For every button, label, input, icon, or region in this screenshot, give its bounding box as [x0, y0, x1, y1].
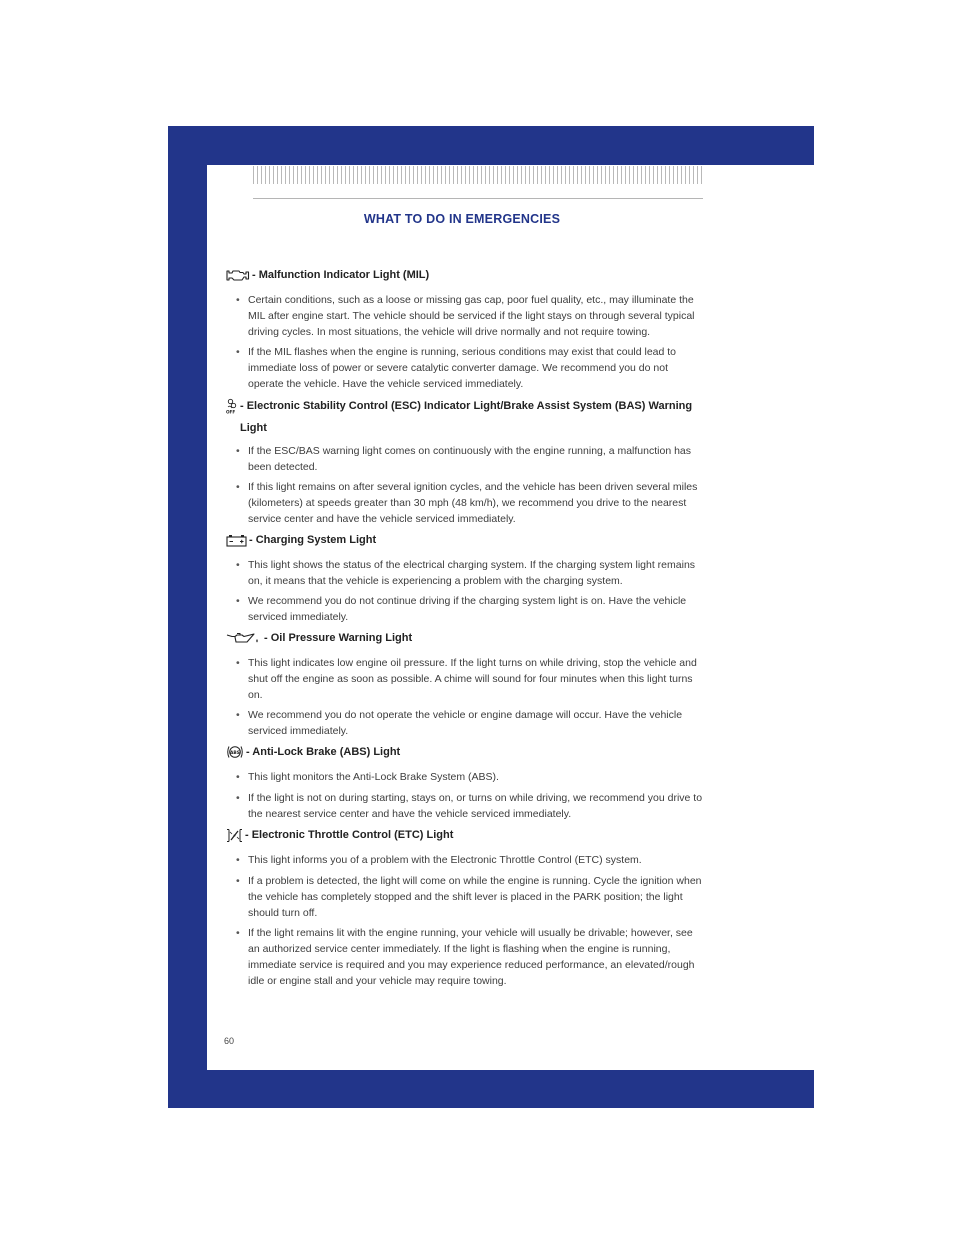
list-item: • We recommend you do not operate the vehicle or engine damage will occur. Have the vehicle serviced immediately. — [226, 707, 704, 739]
section-heading-text: - Electronic Throttle Control (ETC) Light — [245, 829, 454, 841]
section-heading-text: - Anti-Lock Brake (ABS) Light — [246, 746, 401, 758]
document-body — [226, 264, 704, 989]
list-item: • This light shows the status of the electrical charging system. If the charging system light remains on, it means that the vehicle is experiencing a problem with the charging system. — [226, 557, 704, 589]
section-heading — [226, 741, 704, 763]
list-item: • This light indicates low engine oil pressure. If the light turns on while driving, stop the vehicle and shut off the engine as soon as possible. A chime will sound for four minutes when this light turns on. — [226, 655, 704, 703]
list-item: • This light monitors the Anti-Lock Brake System (ABS). — [226, 769, 704, 785]
section-abs — [226, 741, 704, 822]
list-item: • If this light remains on after several ignition cycles, and the vehicle has been driven several miles (kilometers) at speeds greater than 30 mph (48 km/h), we recommend you drive to the nearest service center and have the vehicle serviced immediately. — [226, 479, 704, 527]
svg-text:OFF: OFF — [226, 409, 236, 414]
section-heading — [226, 824, 704, 846]
list-item: • We recommend you do not continue driving if the charging system light is on. Have the vehicle serviced immediately. — [226, 593, 704, 625]
list-item: • If a problem is detected, the light will come on while the engine is running. Cycle the ignition when the vehicle has completely stopped and the shift lever is placed in the PARK position; the light should turn off. — [226, 873, 704, 921]
page-title: WHAT TO DO IN EMERGENCIES — [363, 212, 561, 226]
oil-can-icon — [226, 627, 262, 649]
header-divider — [253, 198, 703, 199]
section-oil — [226, 627, 704, 739]
esc-off-icon — [226, 395, 238, 417]
section-etc — [226, 824, 704, 989]
list-item: • If the light is not on during starting, stays on, or turns on while driving, we recommend you drive to the nearest service center and have the vehicle serviced immediately. — [226, 790, 704, 822]
list-item: • If the ESC/BAS warning light comes on continuously with the engine running, a malfunction has been detected. — [226, 443, 704, 475]
section-heading — [226, 627, 704, 649]
header-ruler — [253, 166, 703, 184]
page-number: 60 — [224, 1036, 235, 1046]
list-item: • This light informs you of a problem with the Electronic Throttle Control (ETC) system. — [226, 852, 704, 868]
engine-check-icon — [226, 264, 250, 286]
throttle-icon — [226, 824, 243, 846]
section-heading-text: - Charging System Light — [249, 534, 377, 546]
abs-icon — [226, 741, 244, 763]
section-heading-text: - Electronic Stability Control (ESC) Indicator Light/Brake Assist System (BAS) Warning Light — [240, 400, 693, 434]
section-heading — [226, 529, 704, 551]
list-item: • If the MIL flashes when the engine is running, serious conditions may exist that could lead to immediate loss of power or severe catalytic converter damage. We recommend you do not operate the vehicle. Have the vehicle serviced immediately. — [226, 344, 704, 392]
section-charging — [226, 529, 704, 625]
section-esc — [226, 395, 704, 527]
section-heading-text: - Malfunction Indicator Light (MIL) — [252, 269, 430, 281]
list-item: • Certain conditions, such as a loose or missing gas cap, poor fuel quality, etc., may illuminate the MIL after engine start. The vehicle should be serviced if the light stays on through several typical driving cycles. In most situations, the vehicle will drive normally and not require towing. — [226, 292, 704, 340]
list-item: • If the light remains lit with the engine running, your vehicle will usually be drivable; however, see an authorized service center immediately. If the light is flashing when the engine is running, immediate service is required and you may experience reduced performance, an elevated/rough idle or engine stall and your vehicle may require towing. — [226, 925, 704, 989]
section-mil — [226, 264, 704, 392]
battery-icon — [226, 529, 247, 551]
svg-text:ABS: ABS — [230, 750, 240, 756]
section-heading — [226, 264, 704, 286]
section-heading-text: - Oil Pressure Warning Light — [264, 632, 413, 644]
section-heading — [226, 395, 704, 439]
